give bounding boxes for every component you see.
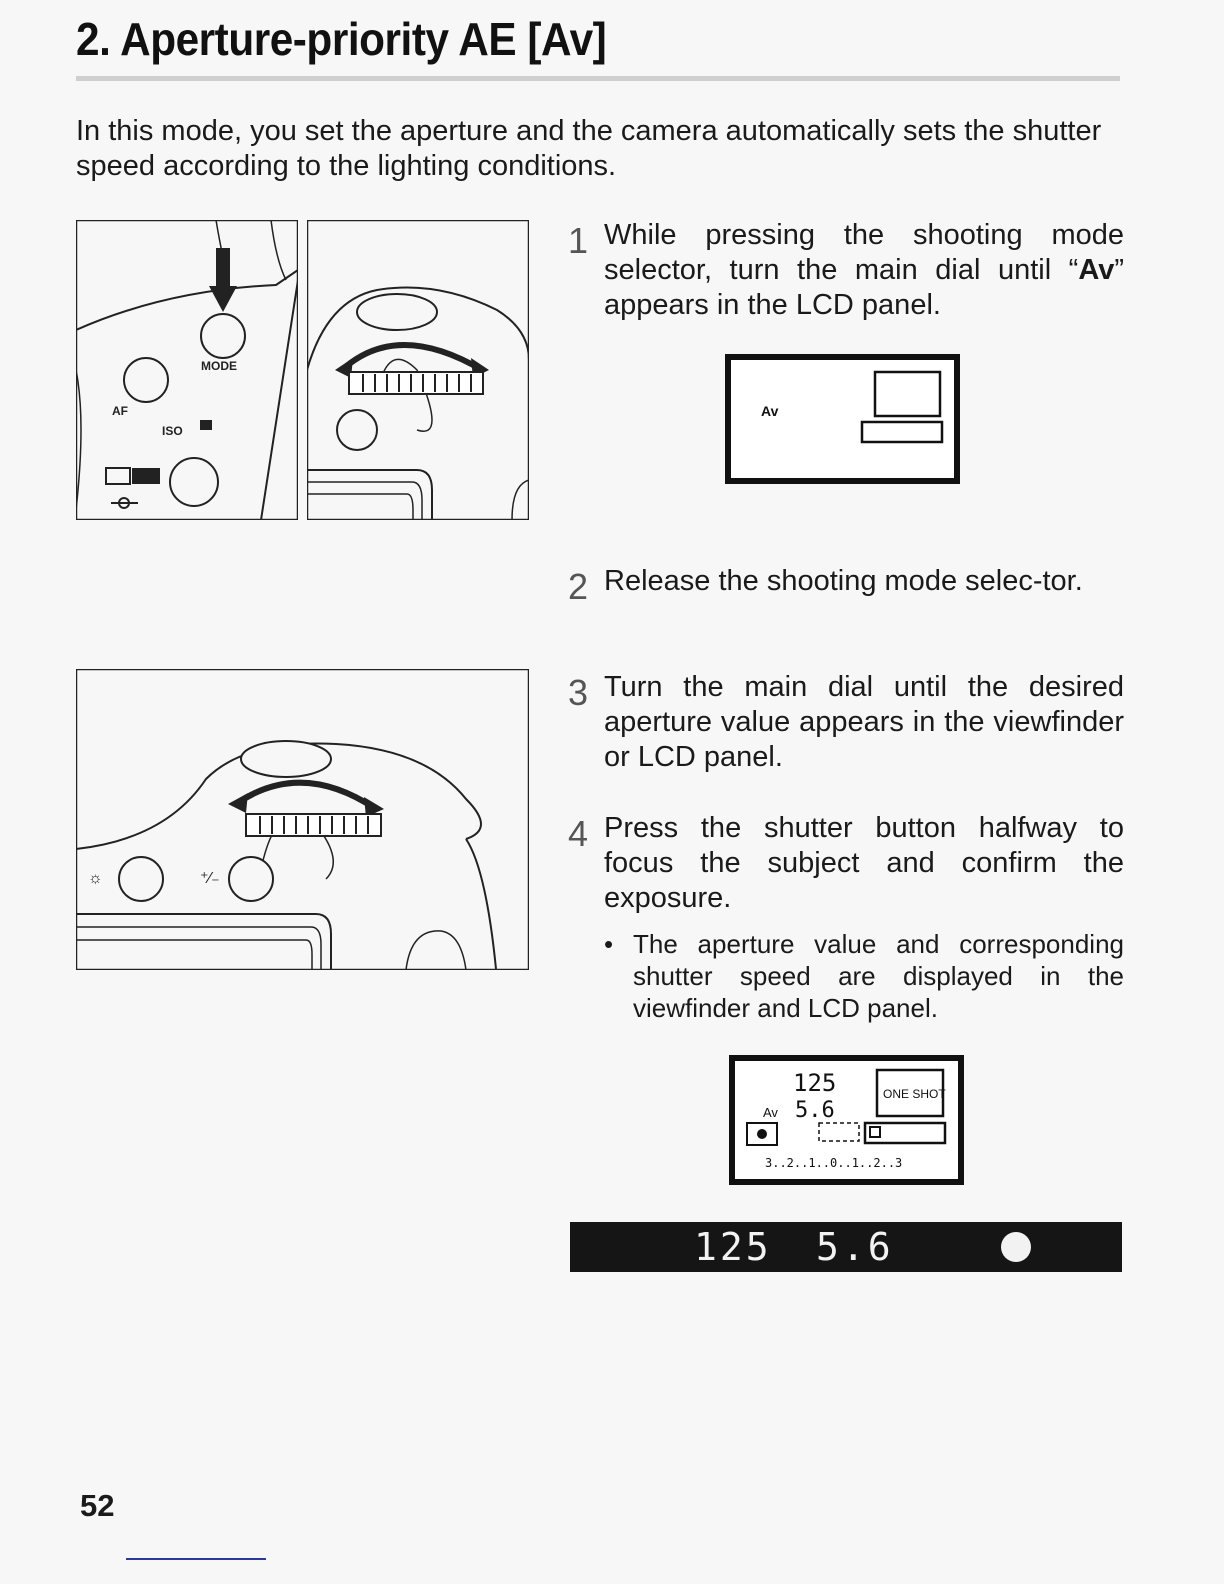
lcd-af-mode: ONE SHOT (883, 1087, 946, 1101)
bullet-text: The aperture value and corresponding shutter speed are displayed in the viewfinder and LCD panel. (633, 929, 1124, 1023)
step-3 (568, 670, 1124, 775)
viewfinder-display (570, 1222, 1122, 1272)
step-1 (568, 218, 1124, 323)
viewfinder-shutter-value: 125 (694, 1225, 772, 1269)
step-text: Turn the main dial until the desired aperture value appears in the viewfinder or LCD panel. (604, 671, 1124, 773)
page-number: 52 (80, 1488, 115, 1523)
viewfinder-aperture-value: 5.6 (816, 1225, 894, 1269)
bullet-note (604, 928, 1124, 1024)
step-text: While pressing the shooting mode selector, turn the main dial until “Av” appears in the LCD panel. (604, 219, 1124, 321)
lcd-panel-exposure (729, 1055, 964, 1185)
lcd-mode-text: Av (763, 1105, 778, 1120)
lcd-exposure-scale: 3..2..1..0..1..2..3 (765, 1156, 903, 1170)
step-number: 1 (568, 220, 589, 261)
step-number: 2 (568, 566, 589, 607)
step-number: 4 (568, 813, 589, 854)
main-dial-wide-illustration (76, 669, 529, 970)
intro-paragraph: In this mode, you set the aperture and the camera automatically sets the shutter speed according to the lighting conditions. (76, 115, 1102, 182)
lcd-mode-text: Av (761, 403, 779, 419)
camera-mode-button-illustration (76, 220, 298, 520)
iso-label: ISO (162, 424, 183, 438)
main-dial-illustration (307, 220, 529, 520)
footer-rule (126, 1558, 266, 1560)
step-number: 3 (568, 672, 589, 713)
lcd-aperture-value: 5.6 (795, 1098, 835, 1123)
page-title: 2. Aperture-priority AE [Av] (76, 13, 607, 65)
focus-confirmation-icon (1001, 1232, 1031, 1262)
lcd-panel-av (725, 354, 960, 484)
bullet-marker: • (604, 929, 614, 959)
step-text: Release the shooting mode selec-tor. (604, 565, 1083, 597)
step-2 (568, 564, 1124, 607)
svg-text:⁺∕₋: ⁺∕₋ (200, 870, 220, 887)
mode-label: MODE (201, 359, 237, 373)
svg-text:☼: ☼ (88, 870, 103, 887)
af-label: AF (112, 404, 128, 418)
lcd-shutter-value: 125 (793, 1069, 837, 1097)
title-rule (76, 76, 1120, 81)
step-text: Press the shutter button halfway to focus the subject and confirm the exposure. (604, 812, 1124, 914)
step-4 (568, 811, 1124, 916)
